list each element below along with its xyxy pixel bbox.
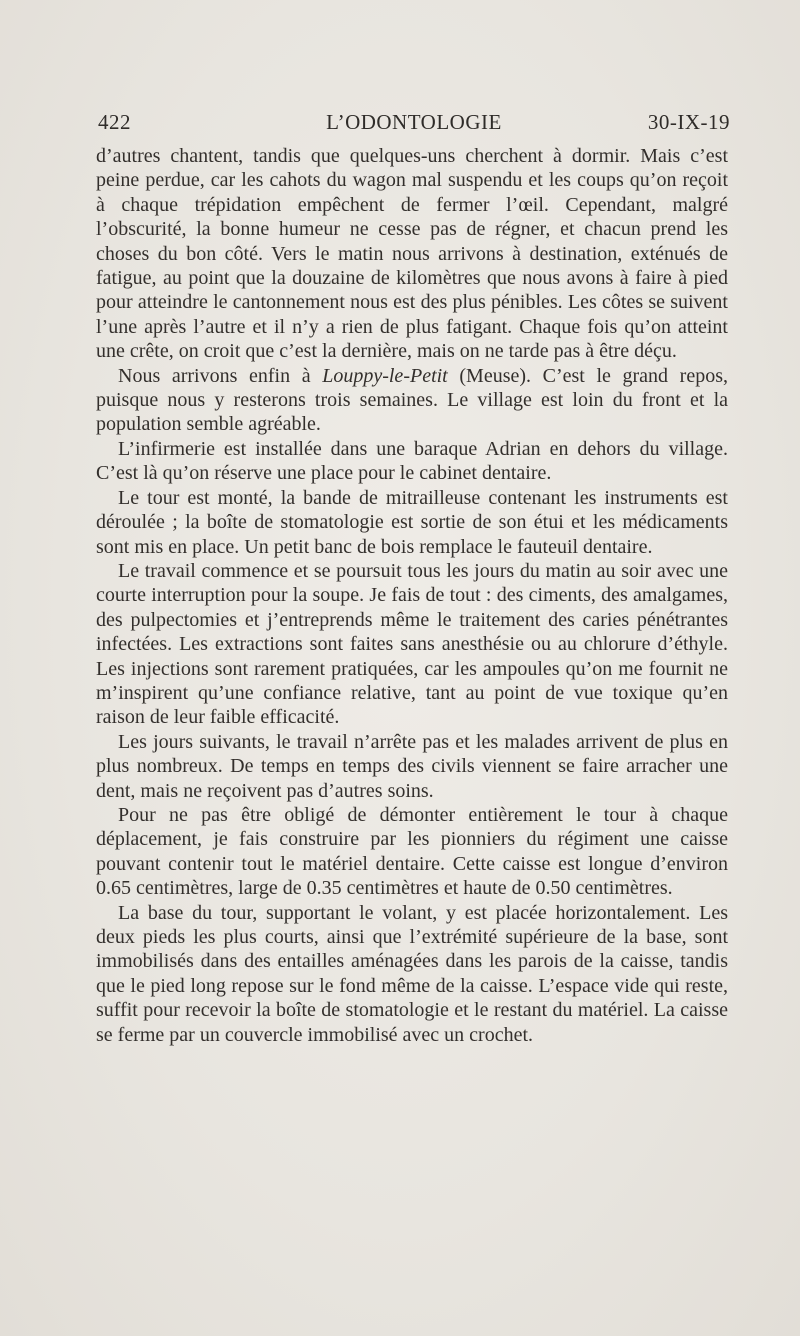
place-name: Louppy-le-Petit [322,364,448,387]
paragraph: La base du tour, supportant le volant, y est placée horizontalement. Les deux pieds les plus courts, ainsi que l’extrémité supérieure de la base, sont immobilisés dans des entailles aménagées dans les parois de la caisse, tandis que le pied long repose sur le fond même de la caisse. L’espace vide qui reste, suffit pour recevoir la boîte de stomatologie et le restant du matériel. La caisse se ferme par un couvercle immobilisé avec un crochet. [96,901,728,1046]
paragraph: d’autres chantent, tandis que quelques-uns cherchent à dormir. Mais c’est peine perdue, car les cahots du wagon mal suspendu et les coups qu’on reçoit à chaque trépidation empêchent de fermer l’œil. Cependant, malgré l’obscurité, la bonne humeur ne cesse pas de régner, et chacun prend les choses du bon côté. Vers le matin nous arrivons à destination, exténués de fatigue, au point que la douzaine de kilomètres que nous avons à faire à pied pour atteindre le cantonnement nous est des plus pénibles. Les côtes se suivent l’une après l’autre et il n’y a rien de plus fatigant. Chaque fois qu’on atteint une crête, on croit que c’est la dernière, mais on ne tarde pas à être déçu. [96,145,728,363]
journal-title: L’ODONTOLOGIE [326,110,502,134]
article-body [96,144,728,1047]
paragraph-text: (Meuse). C’est le grand repos, puisque nous y resterons trois semaines. Le village est loin du front et la population semble agréable. [96,364,728,436]
paragraph [96,364,728,437]
paragraph: L’infirmerie est installée dans une baraque Adrian en dehors du village. C’est là qu’on réserve une place pour le cabinet dentaire. [96,437,728,485]
paragraph-text: Nous arrivons enfin à [118,364,323,387]
paragraph: Le tour est monté, la bande de mitrailleuse contenant les instruments est déroulée ; la boîte de stomatologie est sortie de son étui et les médicaments sont mis en place. Un petit banc de bois remplace le fauteuil dentaire. [96,486,728,558]
issue-date: 30-IX-19 [647,110,730,134]
paragraph: Le travail commence et se poursuit tous les jours du matin au soir avec une courte interruption pour la soupe. Je fais de tout : des ciments, des amalgames, des pulpectomies et j’entreprends même le traitement des caries pénétrantes infectées. Les extractions sont faites sans anesthésie ou au chlorure d’éthyle. Les injections sont rarement pratiquées, car les ampoules qu’on me fournit ne m’inspirent qu’une confiance relative, tant au point de vue toxique qu’en raison de leur faible efficacité. [96,559,728,729]
running-header [98,110,730,140]
page-number: 422 [98,110,131,134]
paragraph: Pour ne pas être obligé de démonter entièrement le tour à chaque déplacement, je fais construire par les pionniers du régiment une caisse pouvant contenir tout le matériel dentaire. Cette caisse est longue d’environ 0.65 centimètres, large de 0.35 centimètres et haute de 0.50 centimètres. [96,803,728,900]
paragraph: Les jours suivants, le travail n’arrête pas et les malades arrivent de plus en plus nombreux. De temps en temps des civils viennent se faire arracher une dent, mais ne reçoivent pas d’autres soins. [96,730,728,802]
